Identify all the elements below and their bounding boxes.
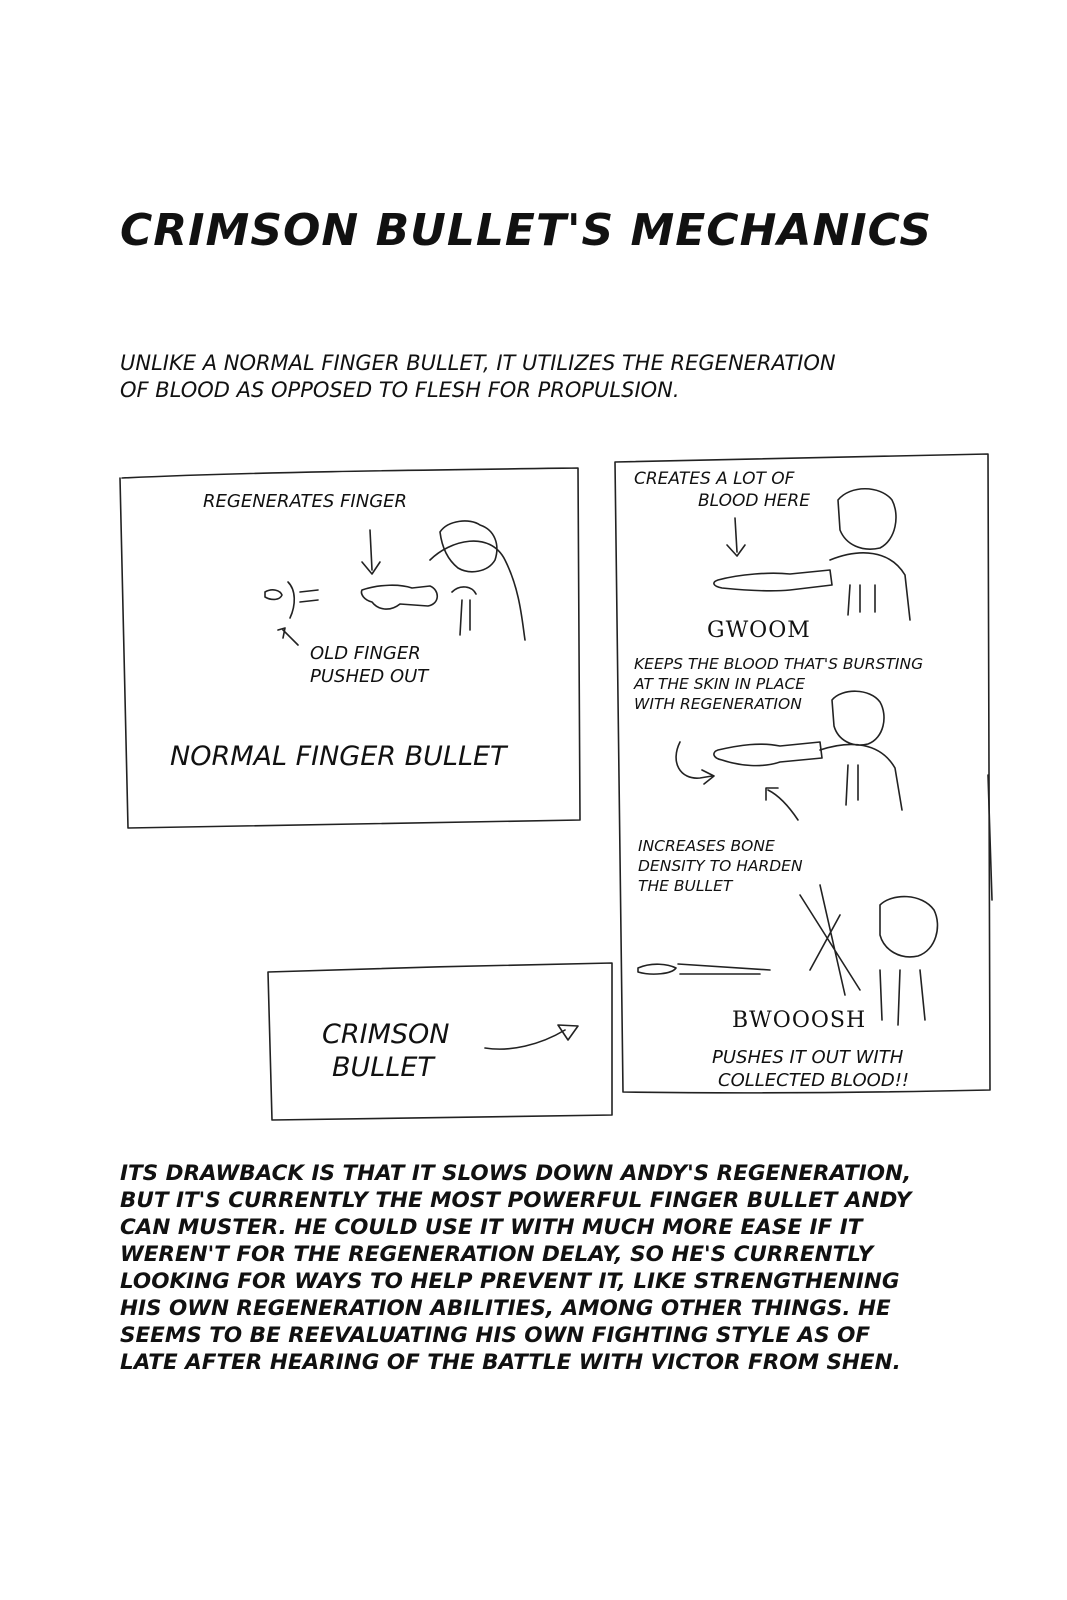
body-line: SEEMS TO BE REEVALUATING HIS OWN FIGHTING STYLE AS OF (120, 1323, 871, 1348)
intro-text (120, 350, 950, 404)
body-line: LOOKING FOR WAYS TO HELP PREVENT IT, LIKE STRENGTHENING (120, 1269, 900, 1294)
step2-line: AT THE SKIN IN PLACE (634, 675, 806, 693)
step2-line: WITH REGENERATION (634, 695, 802, 713)
crimson-bullet-caption (322, 1018, 449, 1084)
old-finger-line: OLD FINGER (310, 643, 421, 664)
old-finger-arrow (278, 628, 298, 645)
old-finger-label (310, 642, 428, 688)
step3-bullet-sketch (638, 964, 770, 974)
step2-hand-sketch (714, 742, 822, 766)
regen-arrow (362, 530, 380, 574)
regenerates-finger-label: REGENERATES FINGER (203, 491, 408, 512)
body-line: ITS DRAWBACK IS THAT IT SLOWS DOWN ANDY'S REGENERATION, (120, 1161, 912, 1186)
step1-arrow (727, 518, 745, 556)
intro-line: UNLIKE A NORMAL FINGER BULLET, IT UTILIZES THE REGENERATION (120, 351, 836, 375)
step1-hand-sketch (714, 570, 832, 591)
old-finger-sketch (265, 582, 318, 618)
step1-line: CREATES A LOT OF (634, 469, 795, 489)
bone-arrow (766, 788, 798, 820)
step1-figure-sketch (830, 489, 910, 620)
page-title: CRIMSON BULLET'S MECHANICS (120, 205, 933, 256)
normal-finger-bullet-caption: NORMAL FINGER BULLET (170, 741, 507, 772)
body-line: WEREN'T FOR THE REGENERATION DELAY, SO HE'S CURRENTLY (120, 1242, 874, 1267)
step3-figure-sketch (800, 885, 937, 1025)
gwoom-sfx: GWOOM (707, 618, 811, 643)
normal-hand-sketch (361, 585, 437, 609)
crimson-caption-line: CRIMSON (322, 1019, 450, 1050)
step3-label (638, 836, 803, 896)
old-finger-line: PUSHED OUT (310, 666, 429, 687)
step4-line: COLLECTED BLOOD!! (718, 1070, 910, 1091)
body-line: CAN MUSTER. HE COULD USE IT WITH MUCH MORE EASE IF IT (120, 1215, 863, 1240)
body-line: LATE AFTER HEARING OF THE BATTLE WITH VICTOR FROM SHEN. (120, 1350, 901, 1375)
step3-line: INCREASES BONE (638, 837, 775, 855)
step2-label (634, 654, 923, 714)
step3-line: THE BULLET (638, 877, 733, 895)
crimson-caption-arrow (485, 1025, 578, 1049)
crimson-panel-border (615, 454, 990, 1093)
body-line: BUT IT'S CURRENTLY THE MOST POWERFUL FINGER BULLET ANDY (120, 1188, 912, 1213)
step1-line: BLOOD HERE (698, 491, 810, 511)
step4-label (712, 1046, 909, 1092)
step4-line: PUSHES IT OUT WITH (712, 1047, 904, 1068)
drawback-paragraph (120, 1160, 1020, 1376)
blood-arrow-left (676, 742, 714, 784)
step1-label (634, 468, 810, 512)
normal-figure-sketch (430, 521, 525, 640)
intro-line: OF BLOOD AS OPPOSED TO FLESH FOR PROPULSION. (120, 378, 680, 402)
crimson-caption-line: BULLET (332, 1052, 434, 1083)
step3-line: DENSITY TO HARDEN (638, 857, 803, 875)
step2-line: KEEPS THE BLOOD THAT'S BURSTING (634, 655, 924, 673)
bwooosh-sfx: BWOOOSH (732, 1008, 867, 1033)
body-line: HIS OWN REGENERATION ABILITIES, AMONG OTHER THINGS. HE (120, 1296, 891, 1321)
